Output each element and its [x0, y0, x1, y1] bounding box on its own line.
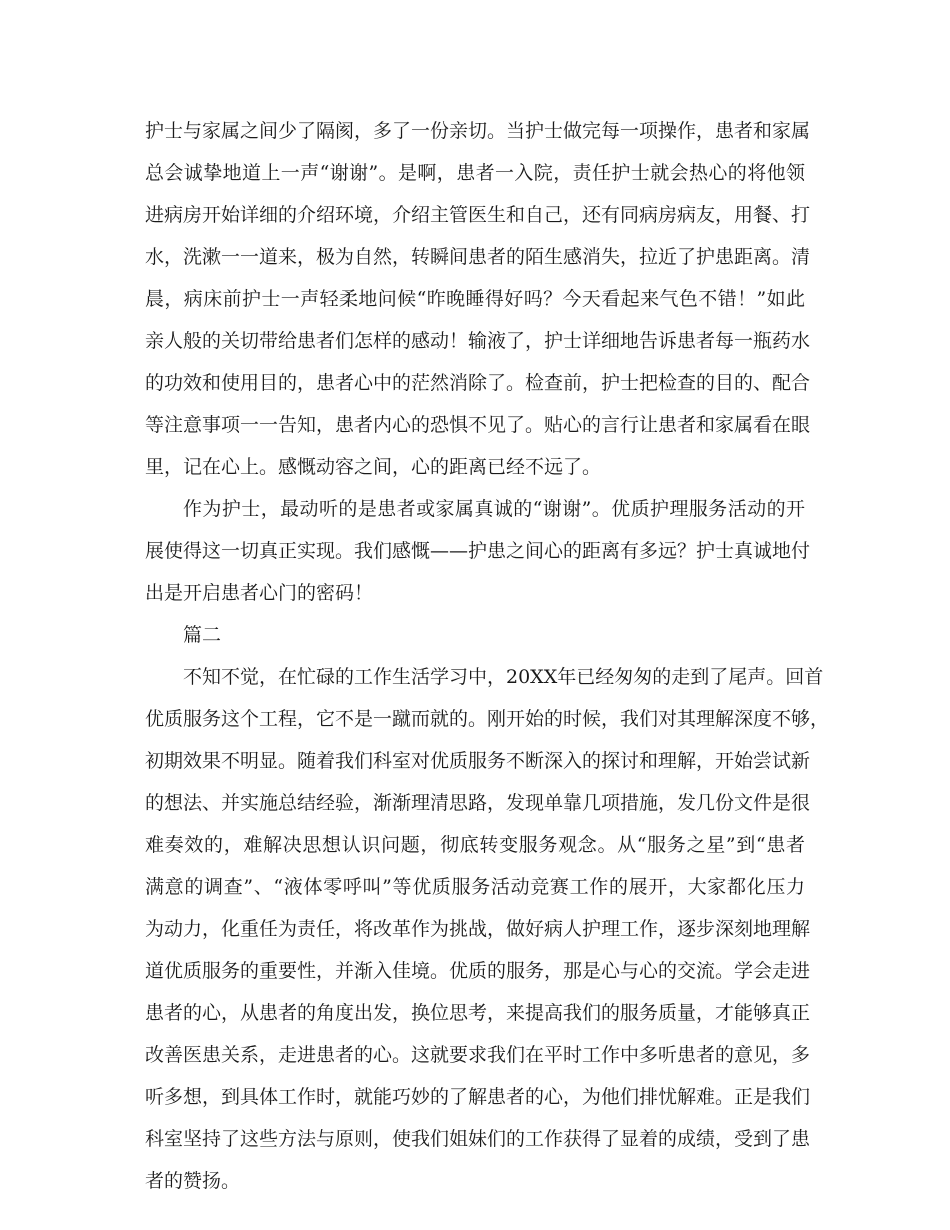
paragraph-line: 水，洗漱一一道来，极为自然，转瞬间患者的陌生感消失，拉近了护患距离。清	[145, 246, 811, 268]
paragraph-line: 的功效和使用目的，患者心中的茫然消除了。检查前，护士把检查的目的、配合	[145, 372, 811, 394]
paragraph-line: 晨，病床前护士一声轻柔地问候“昨晚睡得好吗？今天看起来气色不错！”如此	[145, 288, 805, 310]
paragraph-line: 护士与家属之间少了隔阂，多了一份亲切。当护士做完每一项操作，患者和家属	[145, 120, 811, 142]
paragraph-line: 展使得这一切真正实现。我们感慨——护患之间心的距离有多远？护士真诚地付	[145, 540, 811, 562]
paragraph-line: 改善医患关系，走进患者的心。这就要求我们在平时工作中多听患者的意见，多	[145, 1044, 811, 1066]
paragraph-line: 出是开启患者心门的密码！	[145, 582, 374, 604]
paragraph-line: 为动力，化重任为责任，将改革作为挑战，做好病人护理工作，逐步深刻地理解	[145, 918, 811, 940]
paragraph-line: 听多想，到具体工作时，就能巧妙的了解患者的心，为他们排忧解难。正是我们	[145, 1086, 811, 1108]
paragraph-line: 者的赞扬。	[145, 1170, 241, 1192]
paragraph-line: 难奏效的，难解决思想认识问题，彻底转变服务观念。从“服务之星”到“患者	[145, 834, 805, 856]
paragraph-line: 亲人般的关切带给患者们怎样的感动！输液了，护士详细地告诉患者每一瓶药水	[145, 330, 811, 352]
paragraph-line: 不知不觉，在忙碌的工作生活学习中，20XX年已经匆匆的走到了尾声。回首	[183, 666, 824, 688]
paragraph-line: 道优质服务的重要性，并渐入佳境。优质的服务，那是心与心的交流。学会走进	[145, 960, 811, 982]
paragraph-line: 等注意事项一一告知，患者内心的恐惧不见了。贴心的言行让患者和家属看在眼	[145, 414, 811, 436]
paragraph-line: 初期效果不明显。随着我们科室对优质服务不断深入的探讨和理解，开始尝试新	[145, 750, 811, 772]
paragraph-line: 科室坚持了这些方法与原则，使我们姐妹们的工作获得了显着的成绩，受到了患	[145, 1128, 811, 1150]
paragraph-line: 的想法、并实施总结经验，渐渐理清思路，发现单靠几项措施，发几份文件是很	[145, 792, 811, 814]
section-heading: 篇二	[183, 624, 222, 646]
paragraph-line: 作为护士，最动听的是患者或家属真诚的“谢谢”。优质护理服务活动的开	[183, 498, 805, 520]
paragraph-line: 总会诚挚地道上一声“谢谢”。是啊，患者一入院，责任护士就会热心的将他领	[145, 162, 805, 184]
paragraph-line: 满意的调查”、“液体零呼叫”等优质服务活动竞赛工作的展开，大家都化压力	[145, 876, 805, 898]
paragraph-line: 优质服务这个工程，它不是一蹴而就的。刚开始的时候，我们对其理解深度不够，	[145, 708, 830, 730]
paragraph-line: 进病房开始详细的介绍环境，介绍主管医生和自己，还有同病房病友，用餐、打	[145, 204, 811, 226]
paragraph-line: 里，记在心上。感慨动容之间，心的距离已经不远了。	[145, 456, 602, 478]
paragraph-line: 患者的心，从患者的角度出发，换位思考，来提高我们的服务质量，才能够真正	[145, 1002, 811, 1024]
